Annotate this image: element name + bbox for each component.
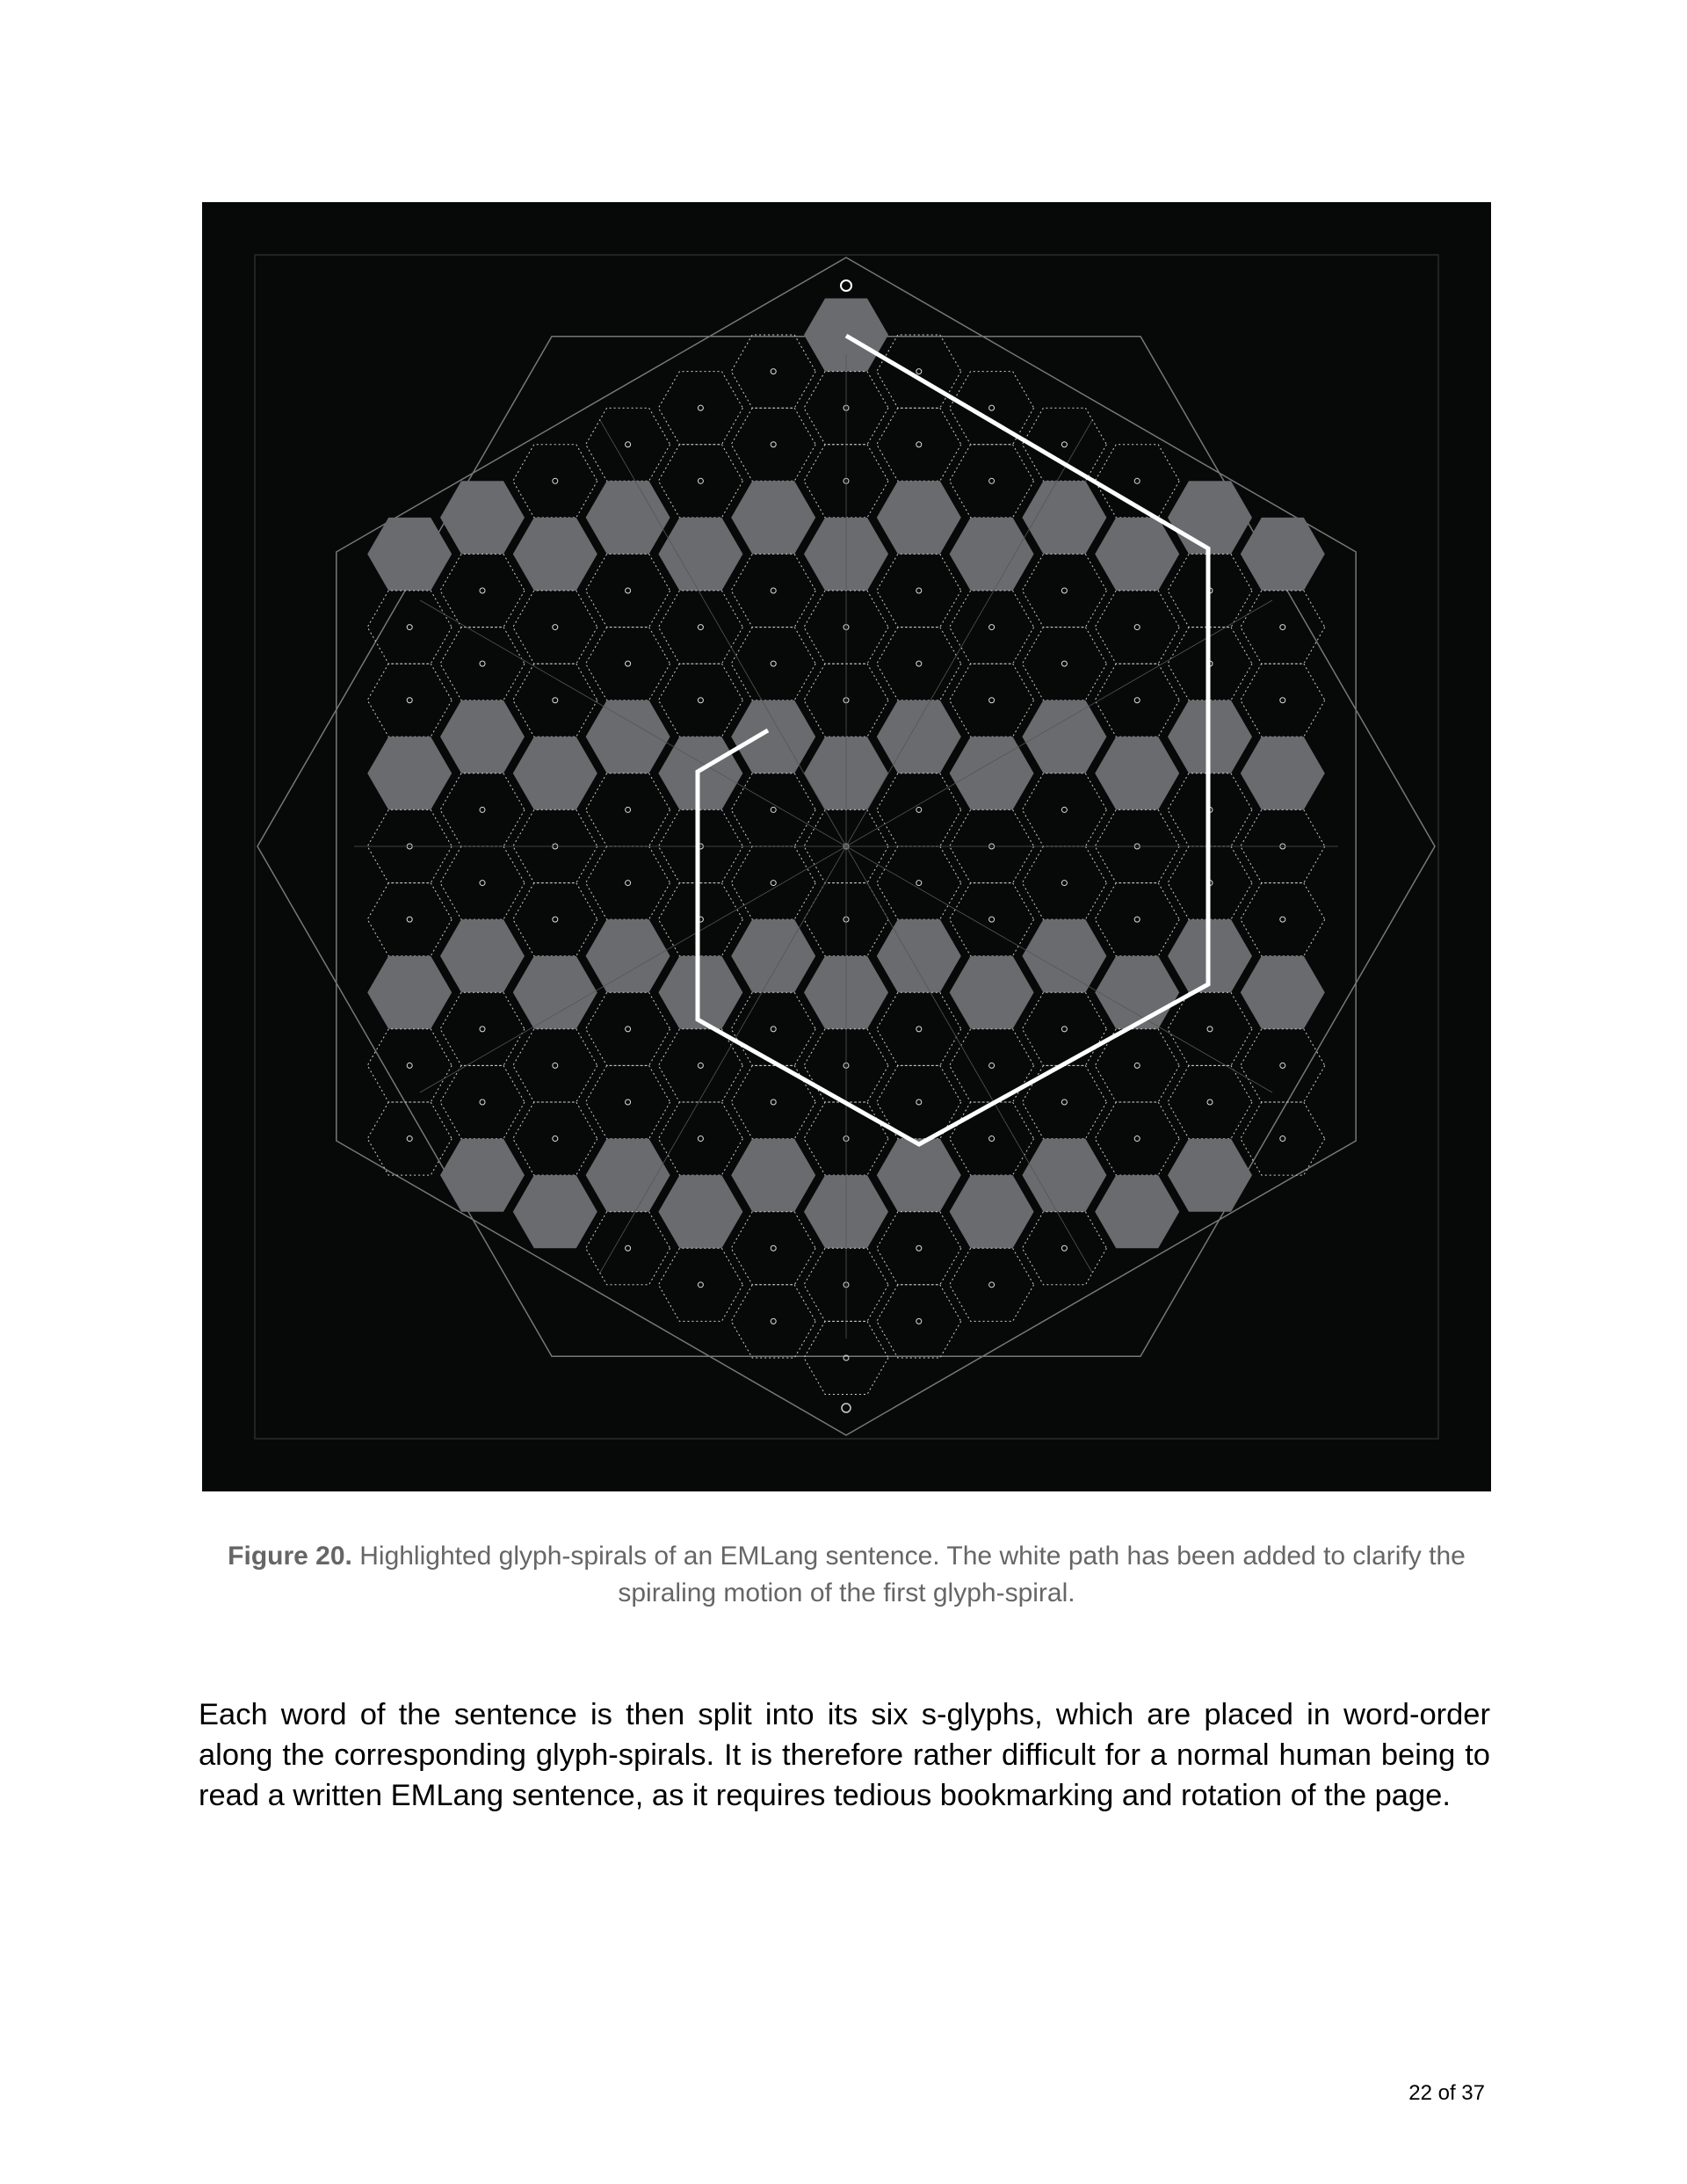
highlighted-glyph-cell xyxy=(367,736,452,809)
figure-caption-text: Highlighted glyph-spirals of an EMLang sentence. The white path has been added to clarify the spiraling motion of the first glyph-spiral. xyxy=(359,1542,1466,1607)
glyph-cell xyxy=(1095,591,1179,664)
highlighted-glyph-cell xyxy=(1095,1175,1179,1248)
highlighted-glyph-cell xyxy=(658,956,742,1029)
glyph-node xyxy=(1207,1099,1213,1105)
glyph-node xyxy=(1134,478,1140,483)
glyph-cell xyxy=(658,1248,742,1321)
glyph-node xyxy=(1061,588,1067,593)
glyph-node xyxy=(916,442,922,447)
glyph-node xyxy=(989,405,995,410)
glyph-node xyxy=(698,625,703,630)
glyph-node xyxy=(916,807,922,812)
glyph-node xyxy=(407,1136,412,1142)
glyph-node xyxy=(698,1282,703,1288)
glyph-cell xyxy=(513,445,597,518)
glyph-cell xyxy=(513,1102,597,1175)
glyph-node xyxy=(626,881,631,886)
glyph-cell xyxy=(658,591,742,664)
glyph-cell xyxy=(950,1248,1034,1321)
glyph-node xyxy=(989,478,995,483)
highlighted-glyph-cell xyxy=(440,1139,525,1212)
glyph-node xyxy=(626,1027,631,1032)
glyph-cell xyxy=(950,883,1034,956)
glyph-node xyxy=(916,1318,922,1324)
glyph-node xyxy=(1207,1027,1213,1032)
glyph-cell xyxy=(586,773,670,846)
glyph-node xyxy=(771,1318,776,1324)
top-start-node xyxy=(841,280,851,291)
glyph-cell xyxy=(1022,1065,1106,1138)
glyph-cell xyxy=(877,1285,961,1358)
glyph-node xyxy=(698,698,703,703)
glyph-node xyxy=(553,1136,558,1142)
glyph-cell xyxy=(731,846,815,919)
glyph-cell xyxy=(1022,554,1106,627)
glyph-cell xyxy=(586,992,670,1065)
glyph-node xyxy=(771,442,776,447)
glyph-cell xyxy=(1241,1102,1325,1175)
glyph-node xyxy=(1280,698,1285,703)
highlighted-glyph-cell xyxy=(367,518,452,591)
glyph-cell xyxy=(440,1065,525,1138)
highlighted-glyph-cell xyxy=(513,518,597,591)
highlighted-glyph-cell xyxy=(658,518,742,591)
figure-20-image xyxy=(202,202,1491,1491)
glyph-node xyxy=(1280,1136,1285,1142)
glyph-node xyxy=(407,625,412,630)
bottom-node xyxy=(842,1404,851,1412)
highlighted-glyph-cell xyxy=(731,700,815,773)
glyph-cell xyxy=(367,883,452,956)
glyph-node xyxy=(1280,625,1285,630)
glyph-cell xyxy=(440,628,525,700)
glyph-cell xyxy=(658,664,742,736)
figure-label: Figure 20. xyxy=(228,1542,352,1571)
glyph-node xyxy=(553,478,558,483)
glyph-cell xyxy=(1095,664,1179,736)
figure-caption xyxy=(202,1538,1491,1612)
glyph-node xyxy=(626,442,631,447)
highlighted-glyph-cell xyxy=(731,1139,815,1212)
glyph-cell xyxy=(950,445,1034,518)
glyph-node xyxy=(553,698,558,703)
glyph-cell xyxy=(1168,1065,1252,1138)
glyph-cell xyxy=(367,1029,452,1102)
glyph-node xyxy=(626,807,631,812)
glyph-cell xyxy=(513,1029,597,1102)
highlighted-glyph-cell xyxy=(513,956,597,1029)
glyph-cell xyxy=(877,554,961,627)
glyph-node xyxy=(989,698,995,703)
page-number: 22 of 37 xyxy=(1408,2081,1485,2105)
highlighted-glyph-cell xyxy=(1241,736,1325,809)
highlighted-glyph-cell xyxy=(1095,956,1179,1029)
glyph-node xyxy=(1134,1063,1140,1068)
highlighted-glyph-cell xyxy=(950,956,1034,1029)
highlighted-glyph-cell xyxy=(440,700,525,773)
glyph-node xyxy=(698,1063,703,1068)
glyph-spiral-diagram xyxy=(202,202,1491,1491)
glyph-node xyxy=(989,917,995,922)
glyph-node xyxy=(1134,625,1140,630)
highlighted-glyph-cell xyxy=(950,736,1034,809)
highlighted-glyph-cell xyxy=(440,919,525,992)
highlighted-glyph-cell xyxy=(586,481,670,554)
glyph-cell xyxy=(1022,846,1106,919)
glyph-node xyxy=(1280,917,1285,922)
highlighted-glyph-cell xyxy=(1022,481,1106,554)
glyph-node xyxy=(989,625,995,630)
glyph-node xyxy=(916,1027,922,1032)
glyph-cell xyxy=(586,846,670,919)
glyph-node xyxy=(407,698,412,703)
glyph-node xyxy=(698,405,703,410)
body-paragraph: Each word of the sentence is then split into its six s-glyphs, which are placed in word-order along the corresponding glyph-spirals. It is therefore rather difficult for a normal human being to read a written EMLang sentence, as it requires tedious bookmarking and rotation of the page. xyxy=(199,1698,1490,1812)
glyph-node xyxy=(1134,698,1140,703)
glyph-node xyxy=(916,1245,922,1251)
glyph-cell xyxy=(586,1065,670,1138)
glyph-cell xyxy=(877,1212,961,1285)
glyph-cell xyxy=(731,408,815,481)
glyph-cell xyxy=(586,554,670,627)
glyph-cell xyxy=(950,1029,1034,1102)
glyph-cell xyxy=(1241,664,1325,736)
glyph-cell xyxy=(658,883,742,956)
highlighted-glyph-cell xyxy=(877,1139,961,1212)
glyph-node xyxy=(698,1136,703,1142)
glyph-node xyxy=(916,1099,922,1105)
glyph-cell xyxy=(950,591,1034,664)
highlighted-glyph-cell xyxy=(877,481,961,554)
glyph-cell xyxy=(658,445,742,518)
glyph-node xyxy=(916,588,922,593)
highlighted-glyph-cell xyxy=(731,919,815,992)
highlighted-glyph-cell xyxy=(513,1175,597,1248)
glyph-cell xyxy=(440,554,525,627)
highlighted-glyph-cell xyxy=(1241,956,1325,1029)
glyph-node xyxy=(771,1245,776,1251)
glyph-cell xyxy=(586,628,670,700)
glyph-node xyxy=(916,369,922,374)
glyph-node xyxy=(407,917,412,922)
glyph-node xyxy=(771,661,776,666)
glyph-cell xyxy=(950,1102,1034,1175)
glyph-cell xyxy=(877,992,961,1065)
glyph-cell xyxy=(731,554,815,627)
glyph-node xyxy=(989,1063,995,1068)
glyph-cell xyxy=(877,846,961,919)
glyph-node xyxy=(553,625,558,630)
glyph-cell xyxy=(513,664,597,736)
glyph-cell xyxy=(586,408,670,481)
glyph-cell xyxy=(731,992,815,1065)
glyph-cell xyxy=(877,628,961,700)
glyph-cell xyxy=(1022,773,1106,846)
glyph-cell xyxy=(367,1102,452,1175)
glyph-node xyxy=(771,807,776,812)
glyph-node xyxy=(553,917,558,922)
highlighted-glyph-cell xyxy=(586,919,670,992)
highlighted-glyph-cell xyxy=(1022,700,1106,773)
highlighted-glyph-cell xyxy=(367,956,452,1029)
glyph-node xyxy=(1061,661,1067,666)
glyph-node xyxy=(480,1099,485,1105)
glyph-cell xyxy=(367,664,452,736)
highlighted-glyph-cell xyxy=(586,700,670,773)
glyph-cell xyxy=(731,1212,815,1285)
glyph-node xyxy=(1061,1245,1067,1251)
highlighted-glyph-cell xyxy=(658,736,742,809)
glyph-node xyxy=(771,1027,776,1032)
glyph-node xyxy=(1061,1027,1067,1032)
glyph-node xyxy=(480,1027,485,1032)
highlighted-glyph-cell xyxy=(1095,518,1179,591)
glyph-cell xyxy=(658,372,742,445)
highlighted-glyph-cell xyxy=(513,736,597,809)
glyph-cell xyxy=(367,591,452,664)
highlighted-glyph-cell xyxy=(1168,481,1252,554)
glyph-node xyxy=(480,588,485,593)
glyph-node xyxy=(989,1136,995,1142)
highlighted-glyph-cell xyxy=(1241,518,1325,591)
glyph-cell xyxy=(731,628,815,700)
glyph-cell xyxy=(1095,1102,1179,1175)
glyph-node xyxy=(916,881,922,886)
glyph-node xyxy=(1134,917,1140,922)
glyph-node xyxy=(626,661,631,666)
highlighted-glyph-cell xyxy=(1095,736,1179,809)
glyph-node xyxy=(771,881,776,886)
highlighted-glyph-cell xyxy=(658,1175,742,1248)
glyph-node xyxy=(626,1245,631,1251)
glyph-cell xyxy=(1095,883,1179,956)
glyph-cell xyxy=(440,992,525,1065)
glyph-node xyxy=(771,588,776,593)
glyph-cell xyxy=(731,335,815,408)
glyph-cell xyxy=(513,591,597,664)
glyph-cell xyxy=(950,664,1034,736)
glyph-node xyxy=(771,369,776,374)
glyph-cell xyxy=(1022,1212,1106,1285)
glyph-node xyxy=(626,1099,631,1105)
glyph-cell xyxy=(1241,883,1325,956)
highlighted-glyph-cell xyxy=(1022,919,1106,992)
glyph-cell xyxy=(1168,992,1252,1065)
glyph-node xyxy=(989,1282,995,1288)
highlighted-glyph-cell xyxy=(877,919,961,992)
highlighted-glyph-cell xyxy=(950,1175,1034,1248)
glyph-cell xyxy=(950,372,1034,445)
glyph-node xyxy=(480,881,485,886)
glyph-cell xyxy=(731,773,815,846)
glyph-cell xyxy=(1241,1029,1325,1102)
glyph-node xyxy=(553,1063,558,1068)
highlighted-glyph-cell xyxy=(731,481,815,554)
glyph-cell xyxy=(513,883,597,956)
glyph-cell xyxy=(1022,992,1106,1065)
glyph-cell xyxy=(440,846,525,919)
glyph-cell xyxy=(877,773,961,846)
glyph-node xyxy=(407,1063,412,1068)
glyph-node xyxy=(480,661,485,666)
glyph-node xyxy=(1061,442,1067,447)
glyph-node xyxy=(1061,881,1067,886)
glyph-node xyxy=(1061,807,1067,812)
glyph-cell xyxy=(586,1212,670,1285)
glyph-cell xyxy=(658,1102,742,1175)
highlighted-glyph-cell xyxy=(877,700,961,773)
glyph-cell xyxy=(1022,628,1106,700)
glyph-node xyxy=(1134,1136,1140,1142)
highlighted-glyph-cell xyxy=(1168,1139,1252,1212)
glyph-cell xyxy=(731,1285,815,1358)
glyph-node xyxy=(916,661,922,666)
glyph-cell xyxy=(877,408,961,481)
glyph-node xyxy=(771,1099,776,1105)
highlighted-glyph-cell xyxy=(586,1139,670,1212)
highlighted-glyph-cell xyxy=(440,481,525,554)
glyph-node xyxy=(698,478,703,483)
highlighted-glyph-cell xyxy=(950,518,1034,591)
glyph-cell xyxy=(440,773,525,846)
glyph-node xyxy=(626,588,631,593)
highlighted-glyph-cell xyxy=(1022,1139,1106,1212)
glyph-node xyxy=(1280,1063,1285,1068)
glyph-cell xyxy=(1241,591,1325,664)
glyph-node xyxy=(1061,1099,1067,1105)
glyph-node xyxy=(480,807,485,812)
